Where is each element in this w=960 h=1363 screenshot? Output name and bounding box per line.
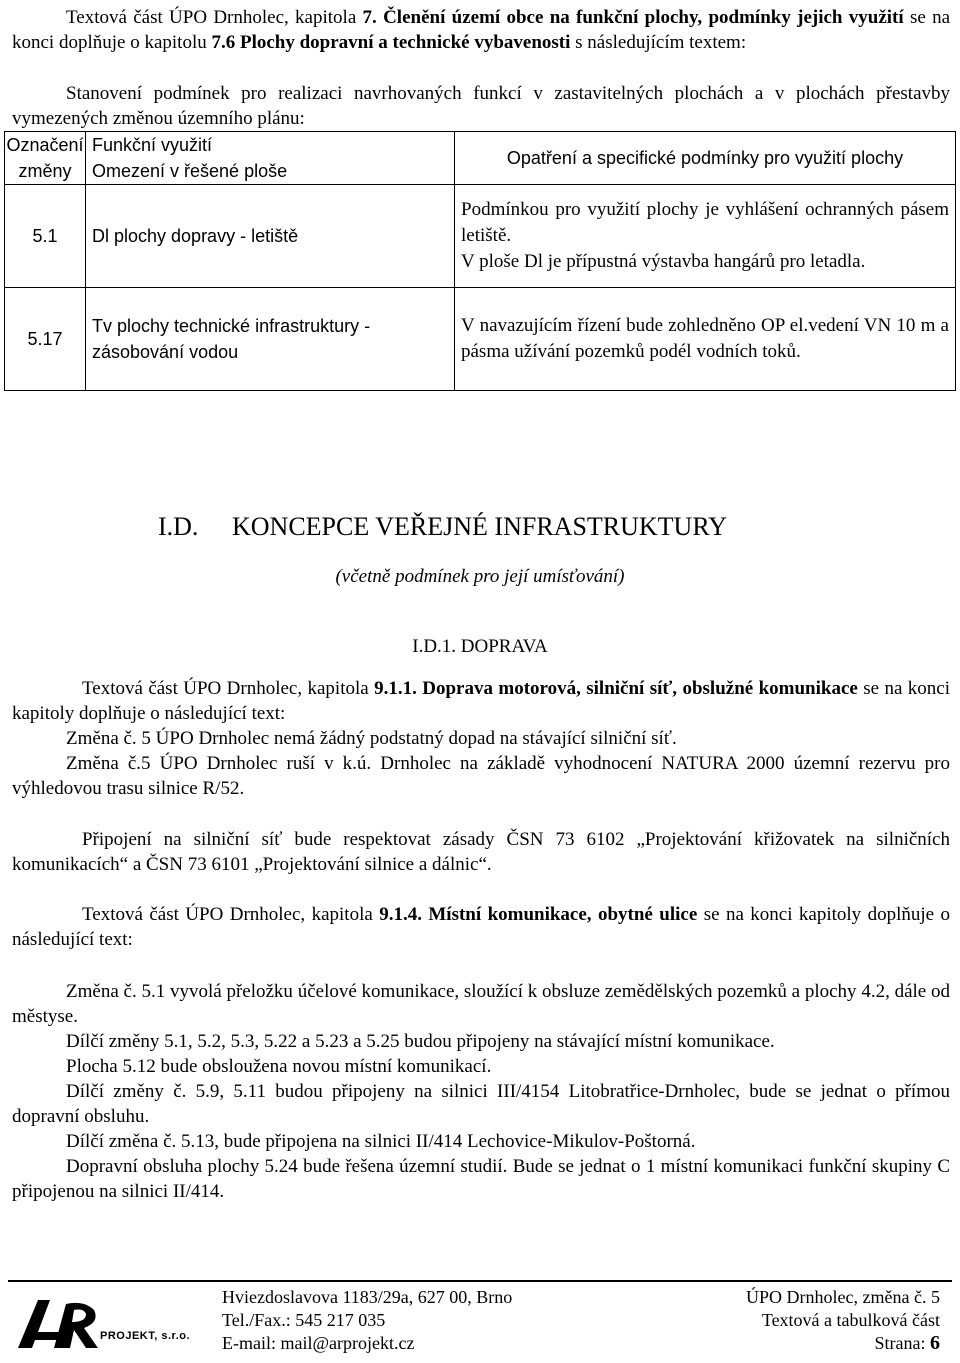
table-row bbox=[5, 185, 956, 288]
header-function: Funkční využití Omezení v řešené ploše bbox=[86, 132, 455, 185]
header-id: Označení změny bbox=[5, 132, 86, 185]
paragraph-road-ii: Dílčí změna č. 5.13, bude připojena na silnici II/414 Lechovice-Mikulov-Poštorná. bbox=[66, 1131, 696, 1152]
row-id: 5.1 bbox=[5, 185, 86, 288]
footer-rule bbox=[8, 1280, 952, 1282]
paragraph-natura: Změna č.5 ÚPO Drnholec ruší v k.ú. Drnholec na základě vyhodnocení NATURA 2000 územní rezervu pro výhledovou trasu silnice R/52. bbox=[12, 753, 950, 799]
page-number: Strana: 6 bbox=[874, 1332, 940, 1354]
chapter-ref: 7. Členění území obce na funkční plochy, podmínky jejich využití bbox=[362, 7, 904, 28]
footer-address: Hviezdoslavova 1183/29a, 627 00, Brno Tel./Fax.: 545 217 035 E-mail: mail@arprojekt.cz bbox=[222, 1287, 513, 1353]
chapter-new: 7.6 Plochy dopravní a technické vybavenosti bbox=[211, 32, 571, 53]
logo-mark-icon bbox=[14, 1292, 104, 1352]
paragraph-relocation: Změna č. 5.1 vyvolá přeložku účelové komunikace, sloužící k obsluze zemědělských pozemků a plochy 4.2, dále od městyse. bbox=[12, 981, 950, 1027]
paragraph-study: Dopravní obsluha plochy 5.24 bude řešena územní studií. Bude se jednat o 1 místní komunikaci funkční skupiny C připojenou na silnici II/414. bbox=[12, 1156, 950, 1202]
section-subtitle: (včetně podmínek pro její umísťování) bbox=[335, 566, 625, 587]
intro-conditions: Stanovení podmínek pro realizaci navrhovaných funkcí v zastavitelných plochách a v plochách přestavby vymezených změnou územního plánu: bbox=[12, 83, 950, 129]
row-conditions: V navazujícím řízení bude zohledněno OP el.vedení VN 10 m a pásma užívání pozemků podél vodních toků. bbox=[455, 288, 956, 391]
table-header bbox=[5, 132, 956, 185]
paragraph-csn: Připojení na silniční síť bude respektovat zásady ČSN 73 6102 „Projektování křižovatek na silničních komunikacích“ a ČSN 73 6101 „Projektování silnice a dálnic“. bbox=[12, 829, 950, 875]
section-number: I.D. bbox=[158, 512, 199, 541]
paragraph-road-iii: Dílčí změny č. 5.9, 5.11 budou připojeny na silnici III/4154 Litobratřice-Drnholec, bude se jednat o přímou dopravní obsluhu. bbox=[12, 1081, 950, 1127]
table-row bbox=[5, 288, 956, 391]
section-title: KONCEPCE VEŘEJNÉ INFRASTRUKTURY bbox=[232, 512, 728, 541]
paragraph-9-1-1: Textová část ÚPO Drnholec, kapitola 9.1.1. Doprava motorová, silniční síť, obslužné komunikace se na konci kapitoly doplňuje o následující text: bbox=[12, 678, 951, 724]
row-id: 5.17 bbox=[5, 288, 86, 391]
header-conditions: Opatření a specifické podmínky pro využití plochy bbox=[455, 132, 956, 185]
row-conditions: Podmínkou pro využití plochy je vyhlášení ochranných pásem letiště. V ploše Dl je přípustná výstavba hangárů pro letadla. bbox=[455, 185, 956, 288]
row-function: Dl plochy dopravy - letiště bbox=[86, 185, 455, 288]
paragraph-no-impact: Změna č. 5 ÚPO Drnholec nemá žádný podstatný dopad na stávající silniční síť. bbox=[66, 728, 677, 749]
conditions-table bbox=[4, 131, 956, 391]
subsection-title: I.D.1. DOPRAVA bbox=[412, 636, 548, 657]
row-function: Tv plochy technické infrastruktury - zásobování vodou bbox=[86, 288, 455, 391]
paragraph-9-1-4: Textová část ÚPO Drnholec, kapitola 9.1.4. Místní komunikace, obytné ulice se na konci kapitoly doplňuje o následující text: bbox=[12, 904, 951, 950]
paragraph-connections: Dílčí změny 5.1, 5.2, 5.3, 5.22 a 5.23 a 5.25 budou připojeny na stávající místní komunikace. bbox=[66, 1031, 775, 1052]
logo-text: PROJEKT, s.r.o. bbox=[100, 1330, 191, 1342]
intro-paragraph: Textová část ÚPO Drnholec, kapitola 7. Členění území obce na funkční plochy, podmínky jejich využití se na konci doplňuje o kapitolu 7.6 Plochy dopravní a technické vybavenosti s následujícím textem: bbox=[12, 7, 951, 53]
paragraph-new-road: Plocha 5.12 bude obsloužena novou místní komunikací. bbox=[66, 1056, 492, 1077]
company-logo bbox=[14, 1290, 194, 1356]
footer-doc-info: ÚPO Drnholec, změna č. 5 Textová a tabulková část Strana: 6 bbox=[746, 1287, 940, 1354]
